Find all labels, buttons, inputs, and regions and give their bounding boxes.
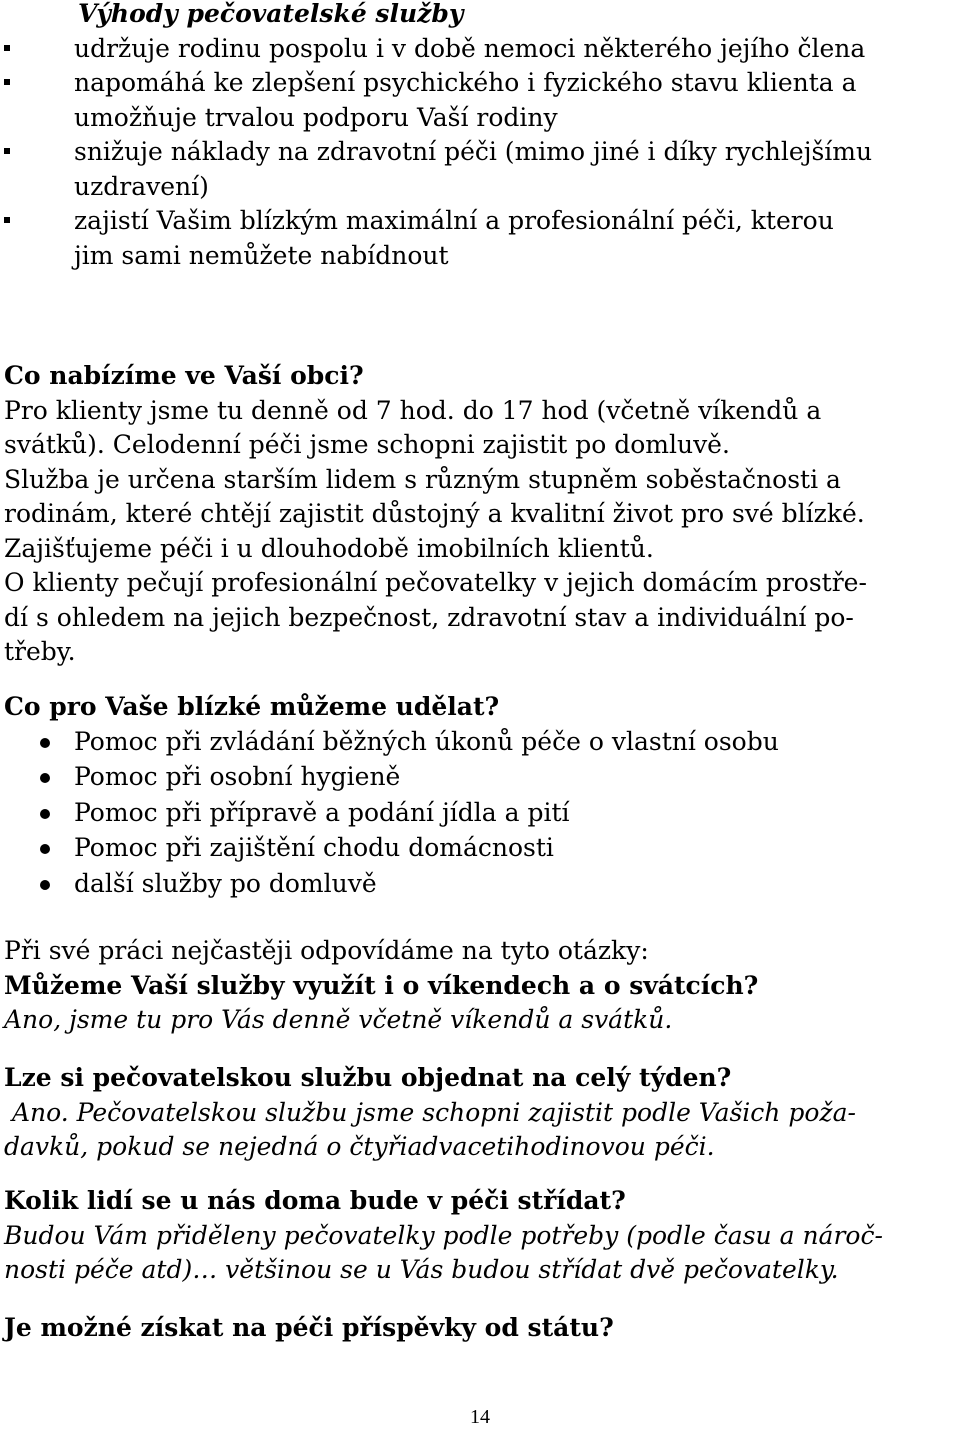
faq-question: Můžeme Vaší služby využít i o víkendech a o svátcích?: [4, 970, 759, 1000]
offer-heading: Co nabízíme ve Vaší obci?: [4, 361, 364, 390]
offer-text: Zajišťujeme péči i u dlouhodobě imobilních klientů.: [4, 533, 654, 563]
page-number: 14: [470, 1406, 490, 1428]
faq-answer: davků, pokud se nejedná o čtyřiadvacetihodinovou péči.: [4, 1132, 715, 1161]
services-heading: Co pro Vaše blízké můžeme udělat?: [4, 692, 500, 721]
faq-intro: Při své práci nejčastěji odpovídáme na tyto otázky:: [4, 936, 649, 965]
faq-answer: Budou Vám přiděleny pečovatelky podle potřeby (podle času a nároč-: [4, 1220, 883, 1250]
faq-answer-prefix: Ano.: [11, 1097, 69, 1127]
service-item: [4, 760, 956, 796]
benefit-text: zajistí Vašim blízkým maximální a profesionální péči, kterou: [74, 206, 834, 235]
service-text: Pomoc při přípravě a podání jídla a pití: [74, 797, 570, 827]
offer-text: svátků). Celodenní péči jsme schopni zajistit po domluvě.: [4, 430, 730, 459]
faq-answer: Ano, jsme tu pro Vás denně včetně víkendů a svátků.: [4, 1005, 673, 1034]
offer-text: Služba je určena starším lidem s různým stupněm soběstačnosti a: [4, 464, 841, 494]
faq-answer-text: Pečovatelskou službu jsme schopni zajistit podle Vašich poža-: [76, 1097, 856, 1127]
round-bullet-icon: [40, 844, 50, 854]
faq-question: Lze si pečovatelskou službu objednat na celý týden?: [4, 1063, 732, 1092]
offer-text: O klienty pečují profesionální pečovatelky v jejich domácím prostře-: [4, 568, 867, 597]
benefit-item: [4, 66, 956, 135]
round-bullet-icon: [40, 809, 50, 819]
service-text: Pomoc při zvládání běžných úkonů péče o vlastní osobu: [74, 726, 779, 756]
square-bullet-icon: [4, 148, 10, 154]
benefits-heading: Výhody pečovatelské služby: [78, 0, 464, 28]
faq-section: [4, 934, 956, 1038]
offer-text: rodinám, které chtějí zajistit důstojný a kvalitní život pro své blízké.: [4, 499, 865, 528]
offer-text: Pro klienty jsme tu denně od 7 hod. do 17 hod (včetně víkendů a: [4, 395, 822, 425]
offer-section: [4, 359, 956, 670]
round-bullet-icon: [40, 738, 50, 748]
service-item: [4, 831, 956, 867]
service-text: Pomoc při zajištění chodu domácnosti: [74, 833, 554, 862]
service-item: [4, 867, 956, 903]
square-bullet-icon: [4, 45, 10, 51]
square-bullet-icon: [4, 79, 10, 85]
service-item: [4, 796, 956, 832]
round-bullet-icon: [40, 880, 50, 890]
faq-item: [4, 1184, 956, 1288]
services-section: [4, 690, 956, 902]
faq-question: Kolik lidí se u nás doma bude v péči střídat?: [4, 1186, 626, 1215]
benefit-item: [4, 32, 956, 67]
offer-text: třeby.: [4, 637, 76, 666]
service-text: další služby po domluvě: [74, 868, 377, 898]
benefits-section: [4, 0, 956, 273]
faq-question: Je možné získat na péči příspěvky od státu?: [4, 1313, 614, 1342]
benefit-text: umožňuje trvalou podporu Vaší rodiny: [74, 102, 558, 132]
benefit-text: jim sami nemůžete nabídnout: [74, 240, 449, 270]
faq-answer: [4, 1096, 956, 1131]
service-item: [4, 725, 956, 761]
benefit-text: napomáhá ke zlepšení psychického i fyzického stavu klienta a: [74, 68, 857, 97]
faq-answer: nosti péče atd)… většinou se u Vás budou střídat dvě pečovatelky.: [4, 1255, 839, 1284]
service-text: Pomoc při osobní hygieně: [74, 762, 401, 791]
benefit-item: [4, 135, 956, 204]
benefit-text: uzdravení): [74, 171, 209, 201]
square-bullet-icon: [4, 217, 10, 223]
offer-text: dí s ohledem na jejich bezpečnost, zdravotní stav a individuální po-: [4, 602, 854, 632]
faq-item: [4, 1061, 956, 1165]
benefit-item: [4, 204, 956, 273]
faq-item: [4, 1311, 956, 1346]
benefit-text: udržuje rodinu pospolu i v době nemoci některého jejího člena: [74, 33, 866, 63]
benefit-text: snižuje náklady na zdravotní péči (mimo jiné i díky rychlejšímu: [74, 137, 873, 166]
round-bullet-icon: [40, 773, 50, 783]
